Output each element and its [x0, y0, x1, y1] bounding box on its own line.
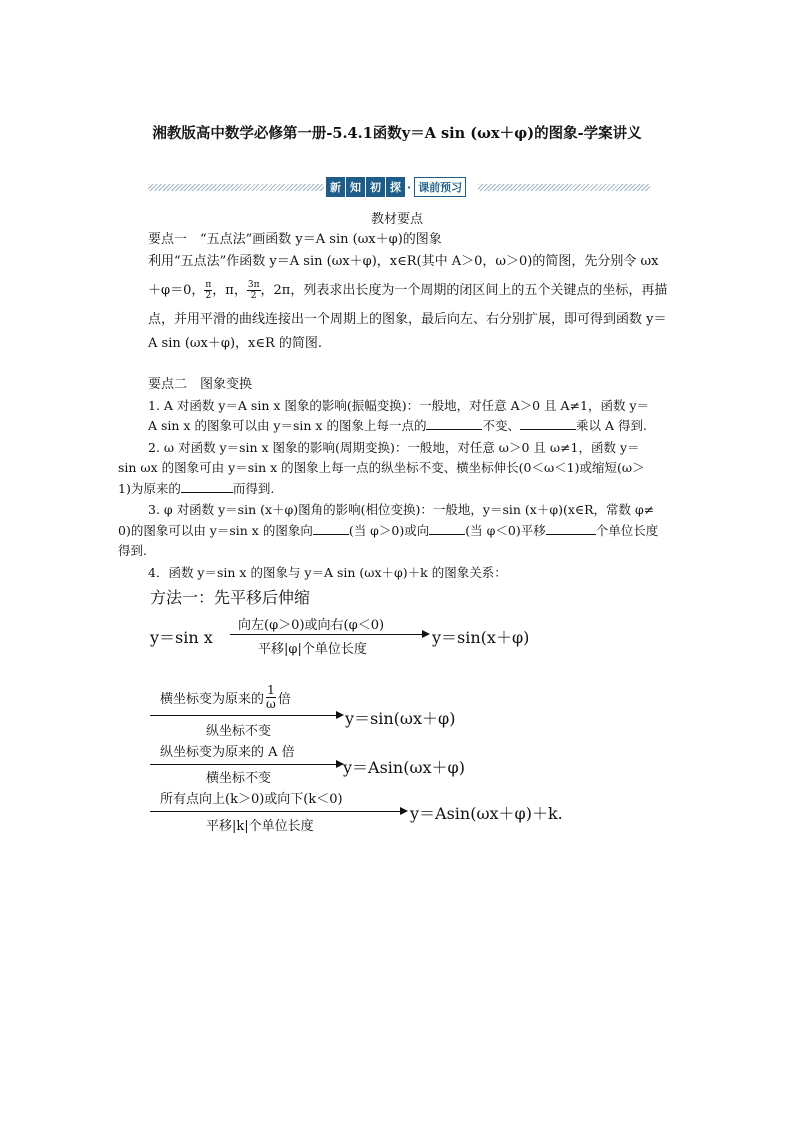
step2-to: y＝sin(ωx＋φ) — [345, 709, 456, 728]
item4: 4．函数 y＝sin x 的图象与 y＝A sin (ωx＋φ)＋k 的图象关系： — [148, 565, 507, 580]
step1-top-label: 向左(φ＞0)或向右(φ＜0) — [238, 618, 385, 633]
frac-num: π — [205, 280, 212, 290]
item3-l2a: 0)的图象可以由 y＝sin x 的图象向 — [118, 523, 313, 538]
point1-line2-c: ，2π，列表求出长度为一个周期的闭区间上的五个关键点的坐标，再描 — [260, 283, 668, 298]
step2-top-text: 横坐标变为原来的 — [160, 692, 265, 707]
item3-line2 — [118, 521, 658, 541]
fill-blank[interactable] — [520, 417, 576, 430]
item1-l2a: A sin x 的图象可以由 y＝sin x 的图象上每一点的 — [148, 418, 427, 433]
page-title: 湘教版高中数学必修第一册-5.4.1函数y＝A sin (ωx＋φ)的图象-学案讲义 — [152, 125, 642, 142]
point1-heading: 要点一 “五点法”画函数 y＝A sin (ωx＋φ)的图象 — [148, 232, 442, 247]
step3-bottom-label: 横坐标不变 — [206, 771, 272, 786]
point1-line2 — [148, 280, 667, 301]
item2-line2: sin ωx 的图象可由 y＝sin x 的图象上每一点的纵坐标不变、横坐标伸长(0＜ω＜1)或缩短(ω＞ — [118, 460, 645, 475]
item2-l3b: 而得到. — [232, 481, 275, 496]
banner-char: 探 — [386, 177, 405, 197]
banner-right-stripe — [478, 184, 650, 191]
item1-line1: 1. A 对函数 y＝A sin x 图象的影响(振幅变换)：一般地，对任意 A＞0 且 A≠1，函数 y＝ — [148, 398, 650, 413]
point1-line1: 利用“五点法”作函数 y＝A sin (ωx＋φ)，x∈R(其中 A＞0，ω＞0)的简图，先分别令 ωx — [148, 254, 659, 269]
arrow-head-icon — [400, 807, 408, 815]
banner-preview: 课前预习 — [414, 177, 466, 197]
step1-from: y＝sin x — [150, 628, 213, 647]
arrow-head-icon — [422, 630, 430, 638]
item3-l2b: (当 φ＞0)或向 — [348, 523, 430, 538]
fill-blank[interactable] — [429, 522, 465, 535]
point1-line3: 点，并用平滑的曲线连接出一个周期上的图象，最后向左、右分别扩展，即可得到函数 y＝ — [148, 312, 667, 327]
step1-arrow-line — [230, 634, 422, 635]
step1-bottom-label: 平移|φ|个单位长度 — [258, 642, 367, 657]
banner-dot: · — [407, 180, 412, 194]
banner-char: 初 — [366, 177, 385, 197]
step3-to: y＝Asin(ωx＋φ) — [343, 758, 465, 777]
step2-bottom-label: 纵坐标不变 — [206, 724, 272, 739]
frac-den: 2 — [205, 291, 212, 301]
point1-line4: A sin (ωx＋φ)，x∈R 的简图. — [148, 336, 323, 351]
section-banner — [326, 178, 466, 196]
frac-den: 2 — [250, 291, 257, 301]
item1-l2b: 不变、 — [482, 418, 520, 433]
banner-char: 新 — [326, 177, 345, 197]
frac-num: 1 — [267, 683, 275, 697]
fraction-3pi-over-2 — [247, 280, 261, 301]
banner-char: 知 — [346, 177, 365, 197]
step2-top-end: 倍 — [277, 692, 291, 707]
step2-arrow-line — [150, 715, 336, 716]
step4-arrow-line — [150, 811, 400, 812]
fill-blank[interactable] — [313, 522, 349, 535]
item3-l2c: (当 φ＜0)平移 — [465, 523, 546, 538]
step4-to: y＝Asin(ωx＋φ)＋k. — [410, 804, 563, 823]
arrow-head-icon — [336, 711, 344, 719]
step4-top-label: 所有点向上(k＞0)或向下(k＜0) — [160, 792, 343, 807]
item2-line3 — [118, 479, 274, 499]
fraction-1-over-omega — [266, 684, 276, 711]
step1-to: y＝sin(x＋φ) — [432, 628, 530, 647]
frac-num: 3π — [247, 280, 260, 290]
item3-line3: 得到. — [118, 543, 147, 558]
item1-line2 — [148, 416, 647, 436]
step2-top-label — [160, 684, 291, 711]
step3-arrow-line — [150, 764, 336, 765]
step3-top-label: 纵坐标变为原来的 A 倍 — [160, 745, 295, 760]
fill-blank[interactable] — [546, 522, 596, 535]
item2-l3a: 1)为原来的 — [118, 481, 181, 496]
point1-line2-b: ，π， — [212, 283, 247, 298]
point1-line2-a: ＋φ＝0， — [148, 283, 205, 298]
point2-heading: 要点二 图象变换 — [148, 377, 253, 392]
step4-bottom-label: 平移|k|个单位长度 — [206, 819, 314, 834]
item1-l2c: 乘以 A 得到. — [575, 418, 647, 433]
fill-blank[interactable] — [426, 417, 482, 430]
fill-blank[interactable] — [181, 480, 233, 493]
frac-den: ω — [266, 697, 276, 711]
item3-line1: 3. φ 对函数 y＝sin (x＋φ)图角的影响(相位变换)：一般地，y＝sin (x＋φ)(x∈R，常数 φ≠ — [148, 502, 655, 517]
section-heading: 教材要点 — [370, 212, 423, 227]
method-heading: 方法一：先平移后伸缩 — [150, 588, 311, 607]
item2-line1: 2. ω 对函数 y＝sin x 图象的影响(周期变换)：一般地，对任意 ω＞0 且 ω≠1，函数 y＝ — [148, 440, 640, 455]
banner-left-stripe — [148, 184, 324, 191]
item3-l2d: 个单位长度 — [595, 523, 659, 538]
